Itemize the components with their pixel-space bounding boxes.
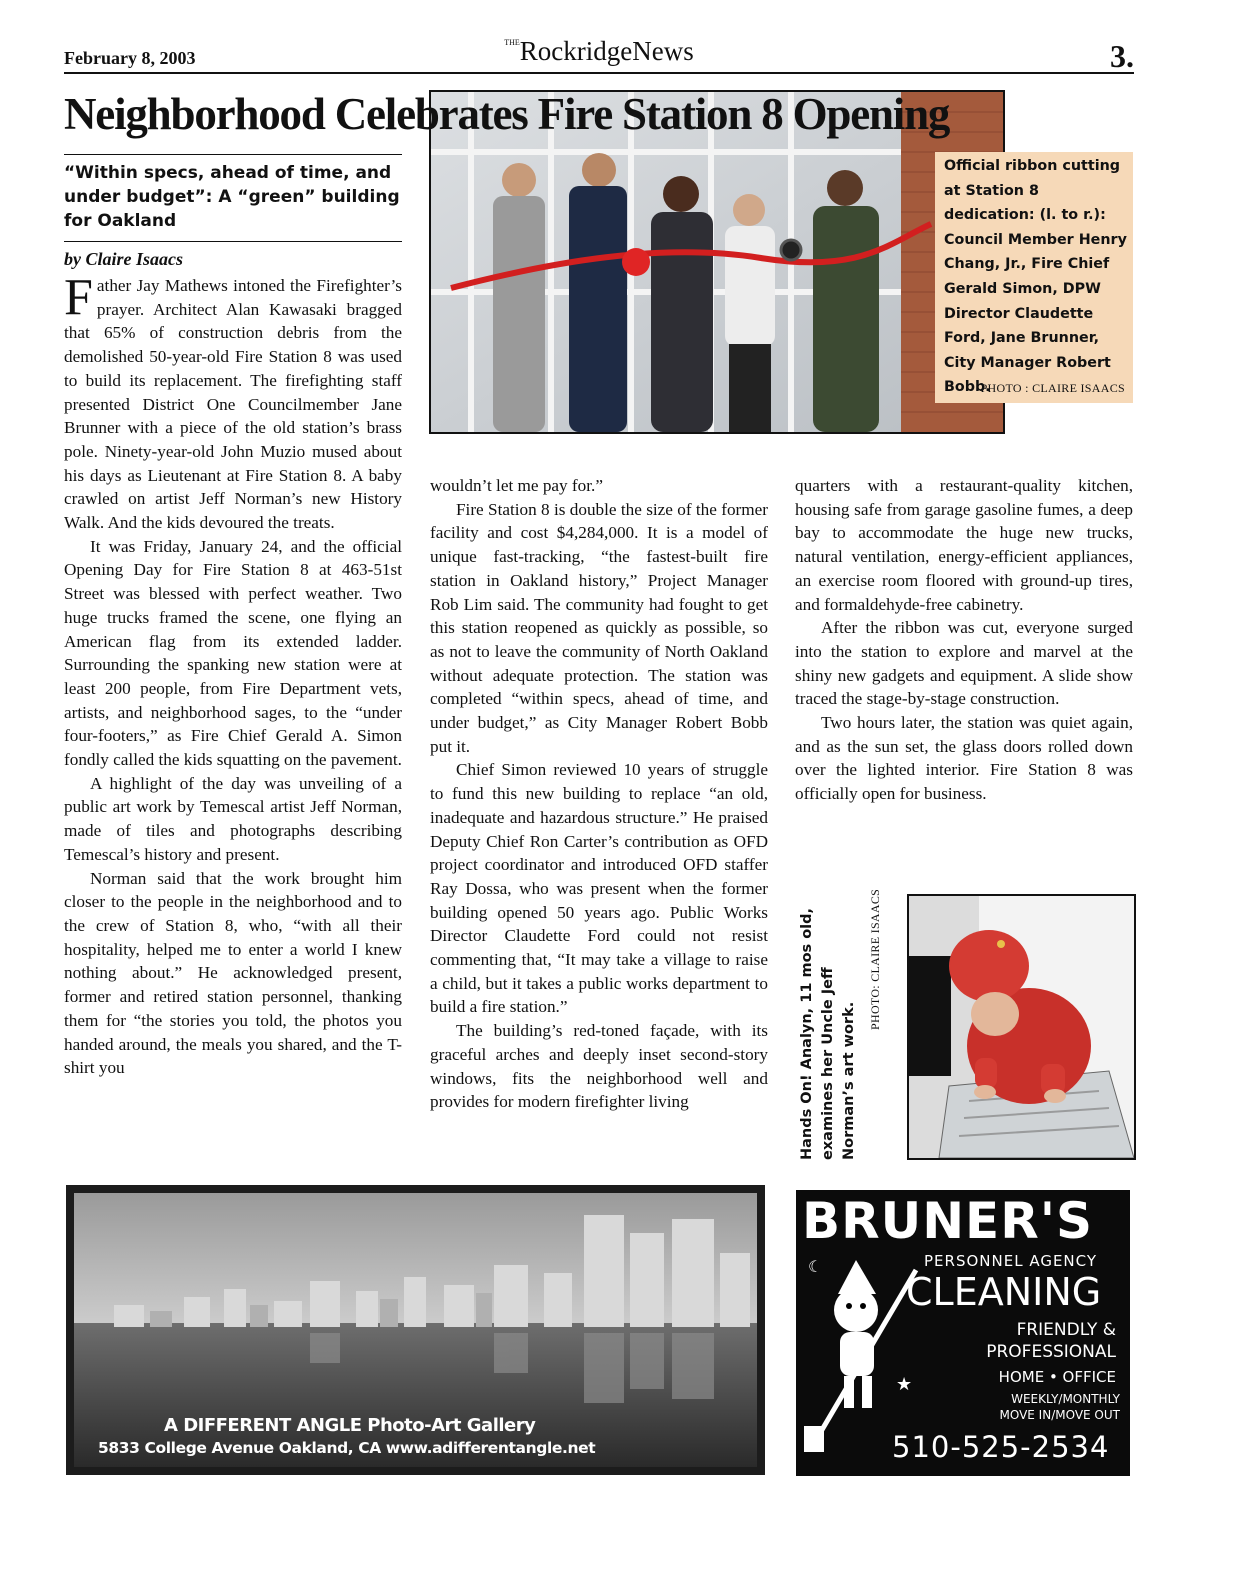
newspaper-name-the: THE	[504, 38, 520, 47]
article-headline: Neighborhood Celebrates Fire Station 8 Opening	[64, 89, 950, 139]
article-paragraph: A highlight of the day was unveiling of a public art work by Temescal artist Jeff Norman, made of tiles and photographs describing Temescal’s history and present.	[64, 773, 402, 864]
article-paragraph: The building’s red-toned façade, with its graceful arches and deeply inset second-story windows, fits the neighborhood well and provides for modern firefighter living	[430, 1021, 768, 1112]
article-paragraph: wouldn’t let me pay for.”	[430, 476, 603, 495]
article-paragraph: After the ribbon was cut, everyone surged into the station to explore and marvel at the shiny new gadgets and equipment. A slide show traced the stage-by-stage construction.	[795, 618, 1133, 709]
article-paragraph: Two hours later, the station was quiet again, and as the sun set, the glass doors rolled down over the lighted interior. Fire Station 8 was officially open for business.	[795, 713, 1133, 804]
ribbon-cutting-photo-image	[431, 92, 1003, 432]
cleaning-ad-name: BRUNER'S	[802, 1192, 1094, 1250]
article-paragraph: It was Friday, January 24, and the official Opening Day for Fire Station 8 at 463-51st Street was blessed with perfect weather. Two huge trucks framed the scene, one flying an American flag from its extended ladder. Surrounding the spanking new station were at least 200 people, from Fire Department vets, artists, and neighborhood sages, to the “under four-footers,” as Fire Chief Gerald A. Simon fondly called the kids squatting on the pavement.	[64, 536, 402, 770]
article-column-2	[430, 474, 768, 1114]
article-paragraph: Chief Simon reviewed 10 years of struggle to fund this new building to replace “an old, inadequate and hazardous structure.” He praised Deputy Chief Ron Carter’s contribution as OFD project coordinator and introduced OFD staffer Ray Dossa, who was present when the former building opened 50 years ago. Public Works Director Claudette Ford could not resist commenting that, “It may take a village to raise a child, but it takes a public works department to build a fire station.”	[430, 760, 768, 1017]
gallery-ad-image	[74, 1193, 757, 1467]
masthead	[64, 36, 1134, 74]
drop-cap: F	[64, 269, 93, 326]
byline: by Claire Isaacs	[64, 249, 183, 269]
cleaning-ad-phone: 510-525-2534	[892, 1430, 1110, 1464]
article-paragraph: Norman said that the work brought him closer to the people in the neighborhood and to the crew of Station 8, who, “with all their hospitality, helped me to enter a world I knew nothing about.” He acknowledged present, former and retired station personnel, thanking them for “the stories you told, the photos you handed around, the meals you shared, and the T-shirt you	[64, 868, 402, 1078]
svg-text:★: ★	[896, 1374, 913, 1395]
gallery-ad-address: 5833 College Avenue Oakland, CA www.adifferentangle.net	[98, 1439, 596, 1457]
baby-photo	[907, 894, 1136, 1160]
article-column-3	[795, 474, 1133, 806]
cleaning-ad-heading: CLEANING	[906, 1270, 1102, 1314]
article-column-1	[64, 269, 402, 1080]
cleaning-ad-line: PROFESSIONAL	[986, 1342, 1116, 1362]
photo-caption-text: Official ribbon cutting at Station 8 dedication: (l. to r.): Council Member Henry Chang, Jr., Fire Chief Gerald Simon, DPW Director Claudette Ford, Jane Brunner, City Manager Robert Bobb.	[944, 158, 1127, 396]
article-subhead: “Within specs, ahead of time, and under budget”: A “green” building for Oakland	[64, 154, 402, 242]
gallery-ad-title: A DIFFERENT ANGLE Photo-Art Gallery	[164, 1415, 536, 1436]
issue-date: February 8, 2003	[64, 48, 196, 68]
cleaning-ad-line: WEEKLY/MONTHLY	[1011, 1392, 1120, 1406]
cleaning-ad-line: FRIENDLY &	[1016, 1320, 1116, 1340]
newspaper-name	[64, 36, 1134, 67]
cleaning-ad-line: HOME • OFFICE	[998, 1368, 1116, 1386]
svg-text:☾: ☾	[808, 1257, 823, 1276]
cleaning-ad-line: PERSONNEL AGENCY	[924, 1252, 1098, 1270]
article-paragraph: Fire Station 8 is double the size of the former facility and cost $4,284,000. It is a model of unique fast-tracking, “the fastest-built fire station in Oakland history,” Project Manager Rob Lim said. The community had fought to get this station reopened as quickly as possible, so as not to leave the community of North Oakland without adequate protection. The station was completed “within specs, ahead of time, and under budget,” as City Manager Robert Bobb put it.	[430, 499, 768, 756]
baby-photo-image	[909, 896, 1134, 1158]
page-number: 3.	[1110, 38, 1134, 74]
paragraph-text: ather Jay Mathews intoned the Firefighter’s prayer. Architect Alan Kawasaki bragged that 65% of construction debris from the demolished 50-year-old Fire Station 8 was used to build its replacement. The firefighting staff presented District One Councilmember Jane Brunner with a piece of the old station’s brass pole. Ninety-year-old John Muzio mused about his days as Lieutenant at Fire Station 8. A baby crawled on artist Jeff Norman’s new History Walk. And the kids devoured the treats.	[64, 276, 402, 533]
article-paragraph: quarters with a restaurant-quality kitchen, housing safe from garage gasoline fumes, a deep bay to accommodate the huge new trucks, natural ventilation, energy-efficient appliances, an exercise room floored with ground-up tires, and formaldehyde-free cabinetry.	[795, 476, 1133, 614]
photo-credit: PHOTO : CLAIRE ISAACS	[980, 381, 1125, 395]
newspaper-name-text: RockridgeNews	[519, 36, 694, 66]
baby-photo-caption: Hands On! Analyn, 11 mos old, examines her Uncle Jeff Norman’s art work.	[799, 907, 857, 1160]
article-paragraph	[64, 269, 402, 535]
cleaning-advertisement	[796, 1190, 1130, 1476]
baby-photo-credit: PHOTO: CLAIRE ISAACS	[868, 888, 882, 1030]
gallery-advertisement	[66, 1185, 765, 1475]
photo-caption	[935, 152, 1133, 403]
ribbon-cutting-photo	[429, 90, 1005, 434]
cleaning-ad-line: MOVE IN/MOVE OUT	[999, 1408, 1120, 1422]
